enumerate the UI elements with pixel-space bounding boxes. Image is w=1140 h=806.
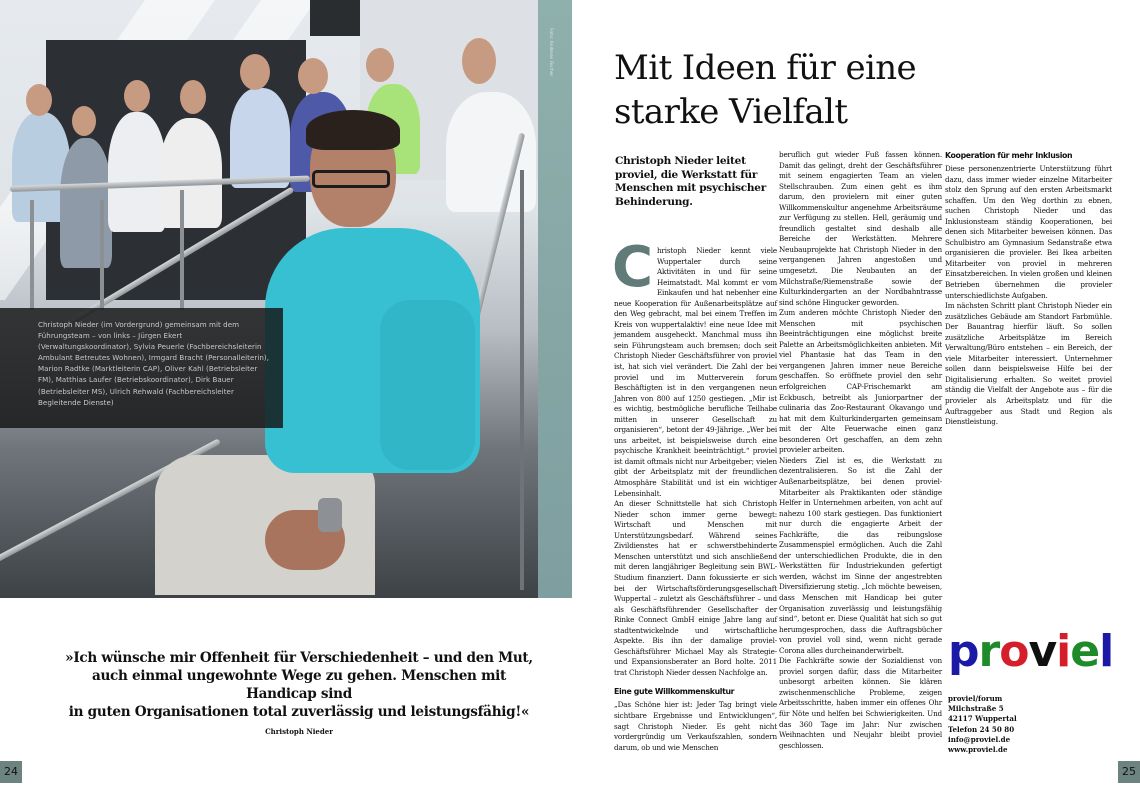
photo-edge-band [538,0,572,598]
team-member-head [462,38,496,84]
pull-quote-line: auch einmal ungewohnte Wege zu gehen. Menschen mit Handicap sind [91,668,507,702]
team-member-head [180,80,206,114]
address-email[interactable]: info@proviel.de [948,734,1011,744]
subject-arm [380,300,475,470]
railing-post [100,200,104,310]
paragraph: „Das Schöne hier ist: Jeder Tag bringt viele sichtbare Ergebnisse und Entwicklungen“, sagt Christoph Nieder. Es geht nicht vordergründig um Verkaufszahlen, sondern darum, ob und wie Menschen [614,700,777,752]
team-member-head [124,80,150,112]
team-member-head [72,106,96,136]
paragraph-text: hristoph Nieder kennt viele Wuppertaler durch seine Aktivitäten in und für seine Heimatstadt. Mal kommt er vom Einkaufen und hat nebenher eine neue Kooperation für Außenarbeitsplätze auf den Weg gebracht, mal bei einem Treffen im Kreis von wuppertalaktiv! eine neue Idee mit jemandem ausgeheckt. Manchmal muss ihn sein Führungsteam auch bremsen; doch seit Christoph Nieder Geschäftsführer von proviel ist, hat sich viel verändert. Die Zahl der bei proviel und im Mutterverein forum Beschäftigten ist in den vergangenen neun Jahren von 800 auf 1250 gestiegen. „Mir ist es wichtig, bestmögliche berufliche Teilhabe mitten in unserer Gesellschaft zu organisieren“, betont der 49-Jährige. „Wer bei uns arbeitet, ist beispielsweise durch eine psychische Krankheit beeinträchtigt.“ proviel ist damit oftmals nicht nur Arbeitgeber; vielen gibt der Arbeitsplatz mit der freundlichen Atmosphäre Stabilität und ist ein wichtiger Lebensinhalt. [614,246,777,498]
logo-letter: l [1099,626,1114,677]
logo-letter: p [948,626,979,677]
wristwatch [318,498,342,532]
team-member [108,112,166,232]
text-column-2 [779,150,942,751]
logo-letter: v [1028,626,1057,677]
address-line: 42117 Wuppertal [948,714,1017,724]
text-column-1 [612,235,777,753]
page-number-right: 25 [1118,761,1140,783]
team-member [60,138,112,268]
subject-trousers [155,455,375,595]
section-subhead: Eine gute Willkommenskultur [614,687,735,697]
drop-cap: C [612,235,653,300]
address-line: Milchstraße 5 [948,704,1004,714]
paragraph: An dieser Schnittstelle hat sich Christoph Nieder schon immer gerne bewegt: Wirtschaft und Menschen mit Unterstützungsbedarf. Während seines Zivildienstes hat er schwerstbehinderte Menschen unterstützt und sich anschließend mit deren langjähriger Begleitung sein BWL-Studium finanziert. Dann fokussierte er sich bei der Wirtschaftsförderungsgesellschaft Wuppertal – zuletzt als Geschäftsführer – und als Geschäftsführender Gesellschafter der Rinke Connect GmbH einige Jahre lang auf stadtentwickelnde und wirtschaftliche Aspekte. Bis ihn der damalige proviel-Geschäftsführer Michael May als Strategie- und Expansionsberater an Bord holte. 2011 trat Christoph Nieder dessen Nachfolge an. [614,499,777,677]
paragraph: Zum anderen möchte Christoph Nieder den Menschen mit psychischen Beeinträchtigungen eine möglichst breite Palette an Arbeitsmöglichkeiten anbieten. Mit viel Phantasie hat das Team in den vergangenen Jahren immer neue Bereiche geschaffen. So eröffnete proviel den sehr erfolgreichen CAP-Frischemarkt am Eckbusch, betreibt als Juniorpartner der culinaria das Zoo-Restaurant Okavango und hat mit dem Kulturkindergarten gemeinsam mit der Alte Feuerwache einen ganz besonderen Ort geschaffen, an dem zehn provieler arbeiten. [779,308,942,455]
team-member-head [26,84,52,116]
article-headline [614,46,934,134]
section-subhead: Kooperation für mehr Inklusion [945,151,1073,160]
headline-line: Mit Ideen für eine [614,48,917,88]
railing-post [180,190,184,310]
paragraph: beruflich gut wieder Fuß fassen können. Damit das gelingt, dreht der Geschäftsführer mit seinem engagierten Team an vielen Stellschrauben. Zum einen geht es ihm darum, den provielern mit einer guten Willkommenskultur angenehme Arbeitsräume zur Verfügung zu stellen. Hell, geräumig und freundlich gestaltet sind deshalb alle Bereiche der Werkstätten. Mehrere Neubauprojekte hat Christoph Nieder in den vergangenen Jahren angestoßen und umgesetzt. Die Neubauten an der Milchstraße/Riemenstraße sowie der Kulturkindergarten an der Nordbahntrasse sind schöne Hingucker geworden. [779,150,942,307]
railing-post [520,170,524,590]
logo-letter: r [978,626,1000,677]
pull-quote-line: »Ich wünsche mir Offenheit für Verschiedenheit – und den Mut, [65,650,533,666]
team-photo [0,0,572,598]
subject-hair [306,110,400,150]
text-column-3 [945,150,1112,428]
address-phone: Telefon 24 50 80 [948,724,1015,734]
photo-credit: Foto: Andreas Fischer [548,28,553,77]
address-website[interactable]: www.proviel.de [948,745,1008,755]
paragraph: Im nächsten Schritt plant Christoph Nieder ein zusätzliches Gebäude am Standort Farbmühle. Der Bauantrag hierfür läuft. So sollen zusätzliche Arbeitsplätze im Bereich Verwaltung/Büro entstehen – ein Bereich, der viele Mitarbeiter interessiert. Unternehmer sollen dann beispielsweise Hilfe bei der Digitalisierung erhalten. So weitet proviel ständig die Vielfalt der Angebote aus – für die provieler als Arbeitsplatz und für die Auftraggeber aus Stadt und Region als Dienstleistung. [945,301,1112,427]
team-member-head [298,58,328,94]
team-member-head [240,54,270,90]
paragraph [612,235,777,499]
address-line: proviel/forum [948,694,1003,703]
pull-quote-attribution: Christoph Nieder [265,727,333,736]
photo-caption: Christoph Nieder (im Vordergrund) gemeinsam mit dem Führungsteam – von links – Jürgen Ekert (Verwaltungskoordinator), Sylvia Peuerle (Fachbereichsleiterin Ambulant Betreutes Wohnen), Irmgard Bracht (Personalleiterin), Marion Radtke (Marktleiterin CAP), Oliver Kahl (Betriebsleiter FM), Matthias Laufer (Betriebskoordinator), Dirk Bauer (Betriebsleiter MS), Ulrich Rehwald (Fachbereichsleiter Begleitende Dienste) [38,320,270,407]
paragraph: Die Fachkräfte sowie der Sozialdienst von proviel sorgen dafür, dass die Mitarbeiter unbesorgt arbeiten können. Sie klären zwischenmenschliche Probleme, zeigen Arbeitsschritte, haben immer ein offenes Ohr für Nöte und helfen bei Schwierigkeiten. Und das 360 Tage im Jahr: Nur zwischen Weihnachten und Neujahr bleibt proviel geschlossen. [779,656,942,750]
paragraph: Nieders Ziel ist es, die Werkstatt zu dezentralisieren. So ist die Zahl der Außenarbeitsplätze, bei denen proviel-Mitarbeiter als Praktikanten oder ständige Helfer in Unternehmen arbeiten, von acht auf nahezu 100 stark gestiegen. Das funktioniert nur durch die engagierte Arbeit der Fachkräfte, die das reibungslose Zusammenspiel ermöglichen. Auch die Zahl der unterschiedlichen Produkte, die in den Werkstätten für Industriekunden gefertigt werden, wächst im Sinne der angestrebten Diversifizierung stetig. „Ich möchte beweisen, dass Menschen mit Handicap bei guter Organisation zuverlässig und leistungsfähig sind“, betont er. Diese Qualität hat sich so gut herumgesprochen, dass die Auftragsbücher von proviel voll sind, wenn nicht gerade Corona alles durcheinanderwirbelt. [779,455,942,655]
logo-letter: e [1070,626,1100,677]
page-number-left: 24 [0,761,22,783]
headline-line: starke Vielfalt [614,92,848,132]
logo-letter: o [999,626,1029,677]
team-member [160,118,222,228]
pull-quote [56,649,542,736]
pull-quote-line: in guten Organisationen total zuverlässig und leistungsfähig!« [68,704,530,720]
contact-address [948,694,1017,755]
logo-letter: i [1056,626,1071,677]
photo-caption-box [0,308,283,428]
window [310,0,360,36]
proviel-logo [948,626,1114,677]
article-lead: Christoph Nieder leitet proviel, die Werkstatt für Menschen mit psychischer Behinderung. [615,155,766,208]
team-member [230,88,290,188]
team-member-head [366,48,394,82]
railing-post [30,200,34,310]
subject-glasses [312,170,390,188]
paragraph: Diese personenzentrierte Unterstützung führt dazu, dass immer wieder einzelne Mitarbeiter stolz den Sprung auf den ersten Arbeitsmarkt schaffen. Um den Weg dorthin zu ebnen, suchen Christoph Nieder und das Inklusionsteam ständig Kooperationen, bei denen sich Mitarbeiter beweisen können. Das Schulbistro am Gymnasium Sedanstraße etwa organisieren die provieler. Bei Ikea arbeiten Mitarbeiter von proviel in mehreren Einsatzbereichen. In vielen großen und kleinen Betrieben übernehmen die provieler unterschiedlichste Aufgaben. [945,164,1112,300]
